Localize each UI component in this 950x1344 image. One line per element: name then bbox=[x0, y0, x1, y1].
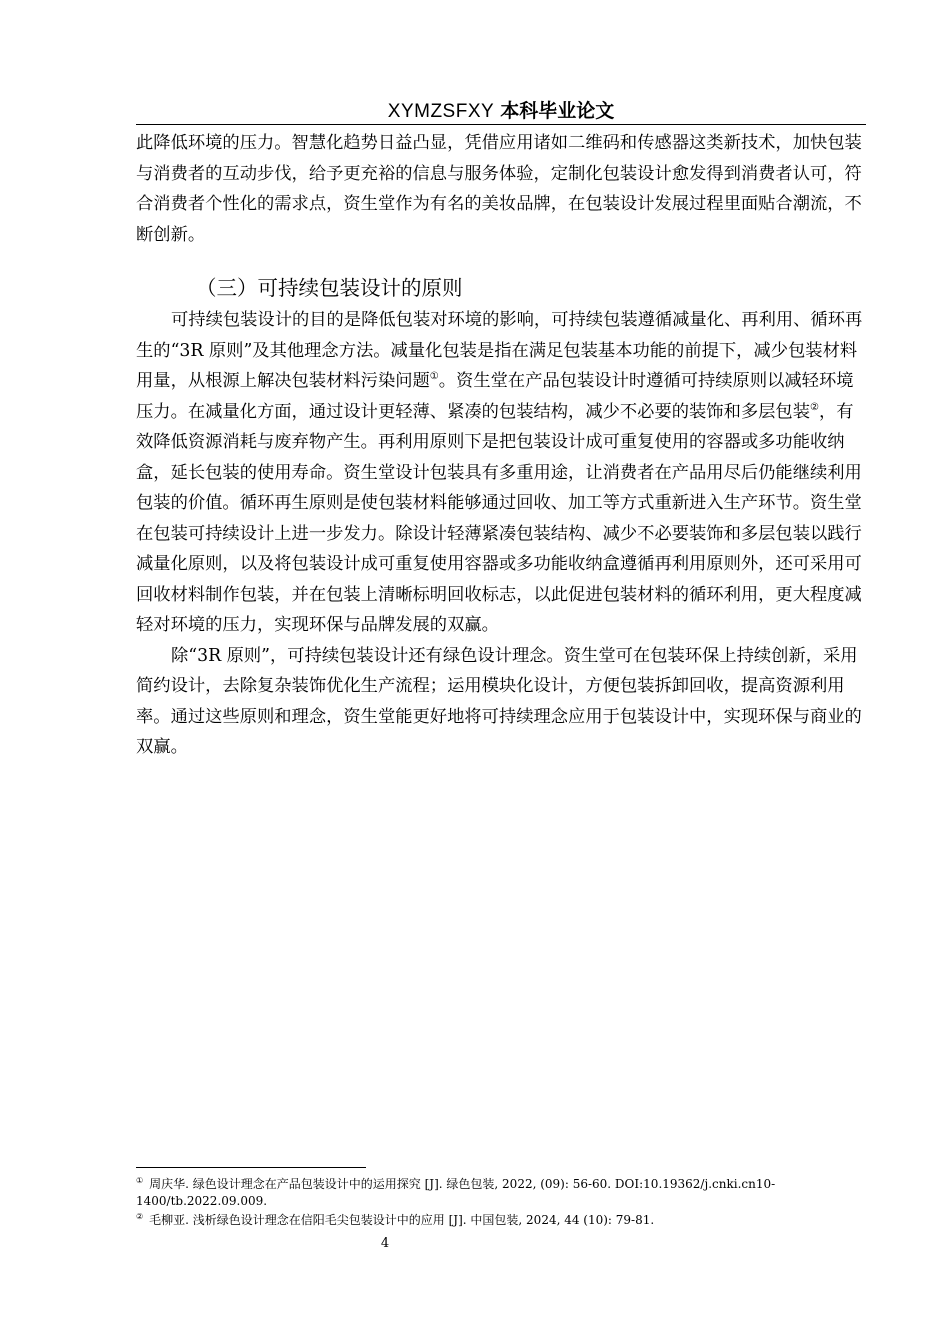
footnote-mark: ② bbox=[136, 1212, 144, 1221]
section-heading: （三）可持续包装设计的原则 bbox=[196, 276, 463, 300]
footnotes bbox=[136, 1176, 851, 1232]
footnote-text: 毛柳亚. 浅析绿色设计理念在信阳毛尖包装设计中的应用 [J]. 中国包装, 2024, 44 (10): 79-81. bbox=[149, 1213, 655, 1227]
main-paragraph-part1: 可持续包装设计的目的是降低包装对环境的影响，可持续包装遵循减量化、再利用、循环再生的“3R 原则”及其他理念方法。减量化包装是指在满足包装基本功能的前提下，减少包装材料用量，从根源上解决包装材料污染问题 bbox=[136, 310, 863, 391]
footnote-divider bbox=[136, 1167, 366, 1168]
main-paragraph-part3: ，有效降低资源消耗与废弃物产生。再利用原则下是把包装设计成可重复使用的容器或多功能收纳盒，延长包装的使用寿命。资生堂设计包装具有多重用途，让消费者在产品用尽后仍能继续利用包装的价值。循环再生原则是使包装材料能够通过回收、加工等方式重新进入生产环节。资生堂在包装可持续设计上进一步发力。除设计轻薄紧凑包装结构、减少不必要装饰和多层包装以践行减量化原则，以及将包装设计成可重复使用容器或多功能收纳盒遵循再利用原则外，还可采用可回收材料制作包装，并在包装上清晰标明回收标志，以此促进包装材料的循环利用，更大程度减轻对环境的压力，实现环保与品牌发展的双赢。 bbox=[136, 401, 862, 635]
main-body bbox=[136, 305, 866, 763]
page-number: 4 bbox=[380, 1236, 390, 1251]
footnote-item bbox=[136, 1176, 851, 1209]
footnote-item bbox=[136, 1212, 851, 1229]
intro-paragraph bbox=[136, 128, 866, 250]
intro-paragraph-text: 此降低环境的压力。智慧化趋势日益凸显，凭借应用诸如二维码和传感器这类新技术，加快包装与消费者的互动步伐，给予更充裕的信息与服务体验，定制化包装设计愈发得到消费者认可，符合消费者个性化的需求点，资生堂作为有名的美妆品牌，在包装设计发展过程里面贴合潮流，不断创新。 bbox=[136, 133, 862, 245]
header-title: 本科毕业论文 bbox=[500, 100, 615, 122]
main-paragraph bbox=[136, 305, 866, 641]
page-header bbox=[136, 98, 866, 125]
footnote-mark: ① bbox=[136, 1176, 144, 1185]
last-paragraph: 除“3R 原则”，可持续包装设计还有绿色设计理念。资生堂可在包装环保上持续创新，采用简约设计，去除复杂装饰优化生产流程；运用模块化设计，方便包装拆卸回收，提高资源利用率。通过这些原则和理念，资生堂能更好地将可持续理念应用于包装设计中，实现环保与商业的双赢。 bbox=[136, 645, 862, 757]
header-code: XYMZSFXY bbox=[387, 101, 495, 122]
main-paragraph-part2: 。资生堂在产品包装设计时遵循可持续原则以减轻环境压力。在减量化方面，通过设计更轻薄、紧凑的包装结构，减少不必要的装饰和多层包装 bbox=[136, 371, 854, 422]
footnote-text: 周庆华. 绿色设计理念在产品包装设计中的运用探究 [J]. 绿色包装, 2022, (09): 56-60. DOI:10.19362/j.cnki.cn10-1400/tb.2022.09.009. bbox=[136, 1177, 776, 1208]
footnote-ref-2[interactable]: ② bbox=[809, 401, 819, 413]
header-divider bbox=[136, 124, 866, 125]
footnote-ref-1[interactable]: ① bbox=[429, 371, 439, 383]
